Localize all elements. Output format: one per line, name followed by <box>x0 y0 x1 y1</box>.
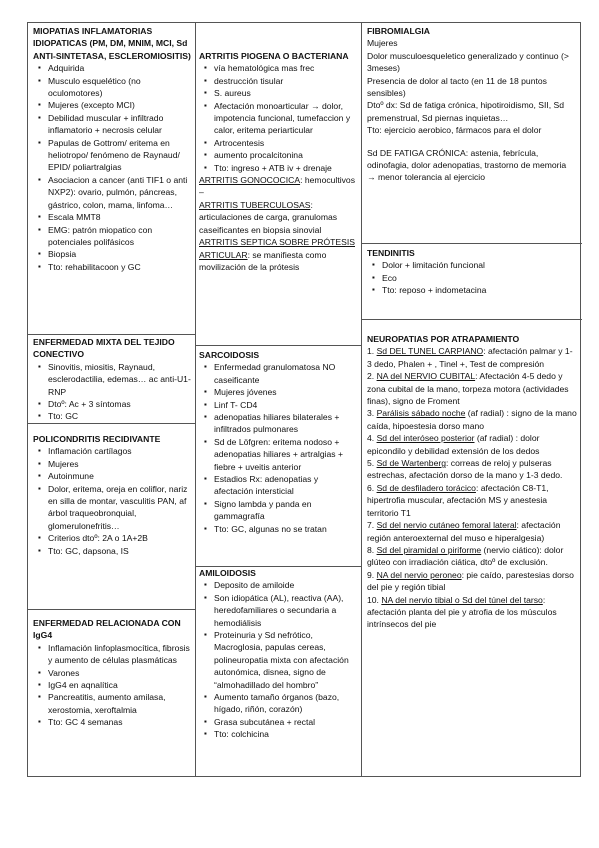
list-item: ▪ destrucción tisular <box>199 75 359 87</box>
entry-text: (af radial) : dolor epicondilo y debilidad extensión de los dedos <box>367 433 540 456</box>
miopatias-list <box>33 62 193 273</box>
neuropatia-entry <box>367 345 577 370</box>
entry-text: : afectación región anteroexternal del muso e hiperalgesia) <box>367 520 561 543</box>
list-item: ▪ Pancreatitis, aumento amilasa, xerostomia, xeroftalmia <box>33 691 193 716</box>
list-item: ▪ Sd de Löfgren: eritema nodoso + adenopatias hiliares + artralgias + fiebre + uveitis anterior <box>199 436 359 473</box>
list-item: ▪ Tto: GC 4 semanas <box>33 716 193 728</box>
list-item: ▪ Deposito de amiloide <box>199 579 359 591</box>
artritis-section <box>199 50 359 342</box>
text-line: Mujeres <box>367 38 398 49</box>
entry-label: Sd del piramidal o piriforme <box>376 544 482 555</box>
neuropatia-entry <box>367 594 577 631</box>
text-line: Tto: ejercicio aerobico, fármacos para el dolor <box>367 125 542 136</box>
list-item: ▪ Mujeres jóvenes <box>199 386 359 398</box>
policondritis-list <box>33 445 193 557</box>
list-item: ▪ Proteinuria y Sd nefrótico, Macroglosia, papulas cereas, polineuropatia mixta con afectación autonómica, disnea, signo de “almohadillado del hombro” <box>199 629 359 691</box>
igg4-section <box>33 617 193 775</box>
list-item: ▪ Debilidad muscular + infiltrado inflamatorio + necrosis celular <box>33 112 193 137</box>
entry-label: Sd del nervio cutáneo femoral lateral <box>376 520 517 531</box>
list-item: ▪ Criterios dtoº: 2A o 1A+2B <box>33 532 193 544</box>
list-item: ▪ Enfermedad granulomatosa NO caseificante <box>199 361 359 386</box>
list-item: ▪ EMG: patrón miopatico con potenciales polifásicos <box>33 224 193 249</box>
entry-number: 7. <box>367 520 377 531</box>
list-item: ▪ IgG4 en aqnalítica <box>33 679 193 691</box>
entry-label: Parálisis sábado noche <box>376 408 466 419</box>
section-title: ENFERMEDAD RELACIONADA CON IgG4 <box>33 618 181 641</box>
list-item: ▪ Tto: GC <box>33 410 193 422</box>
gonococica-note <box>199 174 359 199</box>
list-item: ▪ Tto: GC, dapsona, IS <box>33 545 193 557</box>
list-item: ▪ Tto: colchicina <box>199 728 359 740</box>
entry-text: : afectación planta del pie y atrofia de los músculos intrínsecos del pie <box>367 594 557 630</box>
list-item: ▪ Aumento tamaño órganos (bazo, hígado, riñón, corazón) <box>199 691 359 716</box>
section-title: MIOPATIAS INFLAMATORIAS IDIOPATICAS (PM, DM, MNIM, MCI, Sd ANTI-SINTETASA, ESCLEROMIOSITIS) <box>33 26 191 61</box>
list-item: ▪ Escala MMT8 <box>33 211 193 223</box>
section-title: TENDINITIS <box>367 248 415 258</box>
entry-text: (nervio ciático): dolor glúteo con irradiación ciática, dtoº de exclusión. <box>367 544 564 568</box>
column-divider-1 <box>195 23 196 776</box>
neuropatia-entry <box>367 569 577 594</box>
list-item: ▪ Dolor + limitación funcional <box>367 259 577 271</box>
row-divider <box>361 243 582 244</box>
list-item: ▪ Linf T- CD4 <box>199 399 359 411</box>
row-divider <box>195 345 361 346</box>
neuropatia-entry <box>367 370 577 407</box>
entry-label: Sd de desfiladero torácico <box>376 482 476 493</box>
entry-number: 9. <box>367 569 377 580</box>
entry-number: 2. <box>367 371 377 382</box>
sarcoidosis-section <box>199 349 359 565</box>
protesis-note <box>199 236 359 273</box>
section-title: ARTRITIS PIOGENA O BACTERIANA <box>199 51 349 61</box>
neuropatia-entry <box>367 432 577 457</box>
row-divider <box>361 319 582 320</box>
list-item: ▪ Varones <box>33 667 193 679</box>
row-divider <box>28 334 195 335</box>
entry-number: 8. <box>367 544 377 555</box>
list-item: ▪ Artrocentesis <box>199 137 359 149</box>
sarcoidosis-list <box>199 361 359 535</box>
list-item: ▪ Papulas de Gottrom/ eritema en heliotropo/ fenómeno de Raynaud/ EPID/ poliartralgias <box>33 137 193 174</box>
section-title: POLICONDRITIS RECIDIVANTE <box>33 434 161 444</box>
list-item: ▪ Inflamación linfoplasmocítica, fibrosis y aumento de células plasmáticas <box>33 642 193 667</box>
entry-label: Sd del interóseo posterior <box>376 433 475 444</box>
section-title: FIBROMIALGIA <box>367 26 431 36</box>
list-item: ▪ Eco <box>367 272 577 284</box>
fibromialgia-section <box>367 25 577 241</box>
list-item: ▪ Musculo esquelético (no oculomotores) <box>33 75 193 100</box>
list-item: ▪ Mujeres (excepto MCI) <box>33 99 193 111</box>
neuropatias-section <box>367 333 577 773</box>
list-item: ▪ Sinovitis, miositis, Raynaud, esclerodactilia, edemas… ac anti-U1-RNP <box>33 361 193 398</box>
entry-number: 4. <box>367 433 377 444</box>
text-line: Presencia de dolor al tacto (en 11 de 18 puntos sensibles) <box>367 75 547 99</box>
list-item: ▪ Signo lambda y panda en gammagrafía <box>199 498 359 523</box>
list-item: ▪ Asociacion a cancer (anti TIF1 o anti NXP2): ovario, pulmón, páncreas, gástrico, colon, mama, linfoma… <box>33 174 193 211</box>
list-item: ▪ Inflamación cartílagos <box>33 445 193 457</box>
entry-label: Sd DEL TUNEL CARPIANO <box>376 346 484 357</box>
neuropatia-entry <box>367 407 577 432</box>
emtc-section <box>33 336 193 422</box>
miopatias-section <box>33 25 193 333</box>
list-item: ▪ Estadios Rx: adenopatias y afectación intersticial <box>199 473 359 498</box>
section-title: SARCOIDOSIS <box>199 350 260 360</box>
emtc-list <box>33 361 193 422</box>
list-item: ▪ Dtoº: Ac + 3 síntomas <box>33 398 193 410</box>
list-item: ▪ S. aureus <box>199 87 359 99</box>
list-item: ▪ Biopsia <box>33 248 193 260</box>
list-item: ▪ Grasa subcutánea + rectal <box>199 716 359 728</box>
list-item: ▪ Tto: GC, algunas no se tratan <box>199 523 359 535</box>
tuberculosa-text: : articulaciones de carga, granulomas caseificantes en biopsia sinovial <box>199 199 338 235</box>
list-item: ▪ aumento procalcitonina <box>199 149 359 161</box>
gonococica-text: : hemocultivos – <box>199 175 356 198</box>
entry-text: : afectación C8-T1, hipertrofia muscular, afectación MS y anestesia territorio T1 <box>367 482 549 518</box>
list-item: ▪ Tto: ingreso + ATB iv + drenaje <box>199 162 359 174</box>
entry-text: : afectación palmar y 1-3 dedo, Phalen + , Tinel +, Test de compresión <box>367 346 573 369</box>
igg4-list <box>33 642 193 729</box>
neuropatia-entry <box>367 519 577 544</box>
artritis-list <box>199 62 359 174</box>
list-item: ▪ Adquirida <box>33 62 193 74</box>
list-item: ▪ Autoinmune <box>33 470 193 482</box>
list-item: ▪ vía hematológica mas frec <box>199 62 359 74</box>
entry-number: 6. <box>367 482 377 493</box>
protesis-label: ARTRITIS SEPTICA SOBRE PRÓTESIS ARTICULAR <box>199 237 355 260</box>
entry-label: Sd de Wartenberg <box>376 458 446 469</box>
list-item: ▪ adenopatias hiliares bilaterales + infiltrados pulmonares <box>199 411 359 436</box>
text-line: Dtoº dx: Sd de fatiga crónica, hipotiroidismo, SII, Sd premenstrual, Sd piernas inquietas… <box>367 100 565 123</box>
fatiga-cronica-note: Sd DE FATIGA CRÓNICA: astenia, febrícula, odinofagia, dolor adenopatias, trastorno de memoria → menor tolerancia al ejercicio <box>367 147 567 183</box>
entry-number: 5. <box>367 458 377 469</box>
entry-text: : Afectación 4-5 dedo y zona cubital de la mano, torpeza motora (actividades finas), signo de Froment <box>367 371 569 407</box>
neuropatia-entry <box>367 457 577 482</box>
policondritis-section <box>33 433 193 607</box>
list-item: ▪ Afectación monoarticular → dolor, impotencia funcional, tumefaccion y calor, eritema periarticular <box>199 100 359 137</box>
list-item: ▪ Tto: reposo + indometacina <box>367 284 577 296</box>
neuropatia-entry <box>367 482 577 519</box>
section-title: ENFERMEDAD MIXTA DEL TEJIDO CONECTIVO <box>33 337 175 360</box>
row-divider <box>28 609 195 610</box>
tendinitis-list <box>367 259 577 296</box>
list-item: ▪ Tto: rehabilitacoon y GC <box>33 261 193 273</box>
entry-label: NA del NERVIO CUBITAL <box>376 371 476 382</box>
tuberculosa-note <box>199 199 359 236</box>
entry-number: 10. <box>367 594 382 605</box>
amiloidosis-list <box>199 579 359 740</box>
entry-text: (af radial) : signo de la mano caída, hipoestesia dorso mano <box>367 408 577 431</box>
entry-number: 3. <box>367 408 377 419</box>
row-divider <box>28 423 195 424</box>
tuberculosa-label: ARTRITIS TUBERCULOSAS <box>199 199 311 210</box>
list-item: ▪ Son idiopática (AL), reactiva (AA), heredofamiliares o secundaria a hemodiálisis <box>199 592 359 629</box>
list-item: ▪ Dolor, eritema, oreja en coliflor, nariz en silla de montar, vasculitis PAN, af árbol traqueobronquial, glomerulonefritis… <box>33 483 193 533</box>
column-divider-2 <box>361 23 362 776</box>
section-title: NEUROPATIAS POR ATRAPAMIENTO <box>367 334 520 344</box>
amiloidosis-section <box>199 567 359 775</box>
entry-text: : pie caído, parestesias dorso del pie y región tibial <box>367 569 574 593</box>
neuropatia-entry <box>367 544 577 569</box>
entry-text: : correas de reloj y pulseras estrechas, afectación dorso de la mano y 1-3 dedo. <box>367 458 563 481</box>
entry-label: NA del nervio peroneo <box>376 569 462 580</box>
text-line: Dolor musculoesqueletico generalizado y continuo (> 3meses) <box>367 50 569 74</box>
entry-number: 1. <box>367 346 377 357</box>
section-title: AMILOIDOSIS <box>199 568 256 578</box>
tendinitis-section <box>367 247 577 315</box>
list-item: ▪ Mujeres <box>33 458 193 470</box>
entry-label: NA del nervio tibial o Sd del túnel del tarso <box>381 594 543 605</box>
gonococica-label: ARTRITIS GONOCOCICA <box>199 175 301 186</box>
protesis-text: : se manifiesta como movilización de la prótesis <box>199 249 327 272</box>
